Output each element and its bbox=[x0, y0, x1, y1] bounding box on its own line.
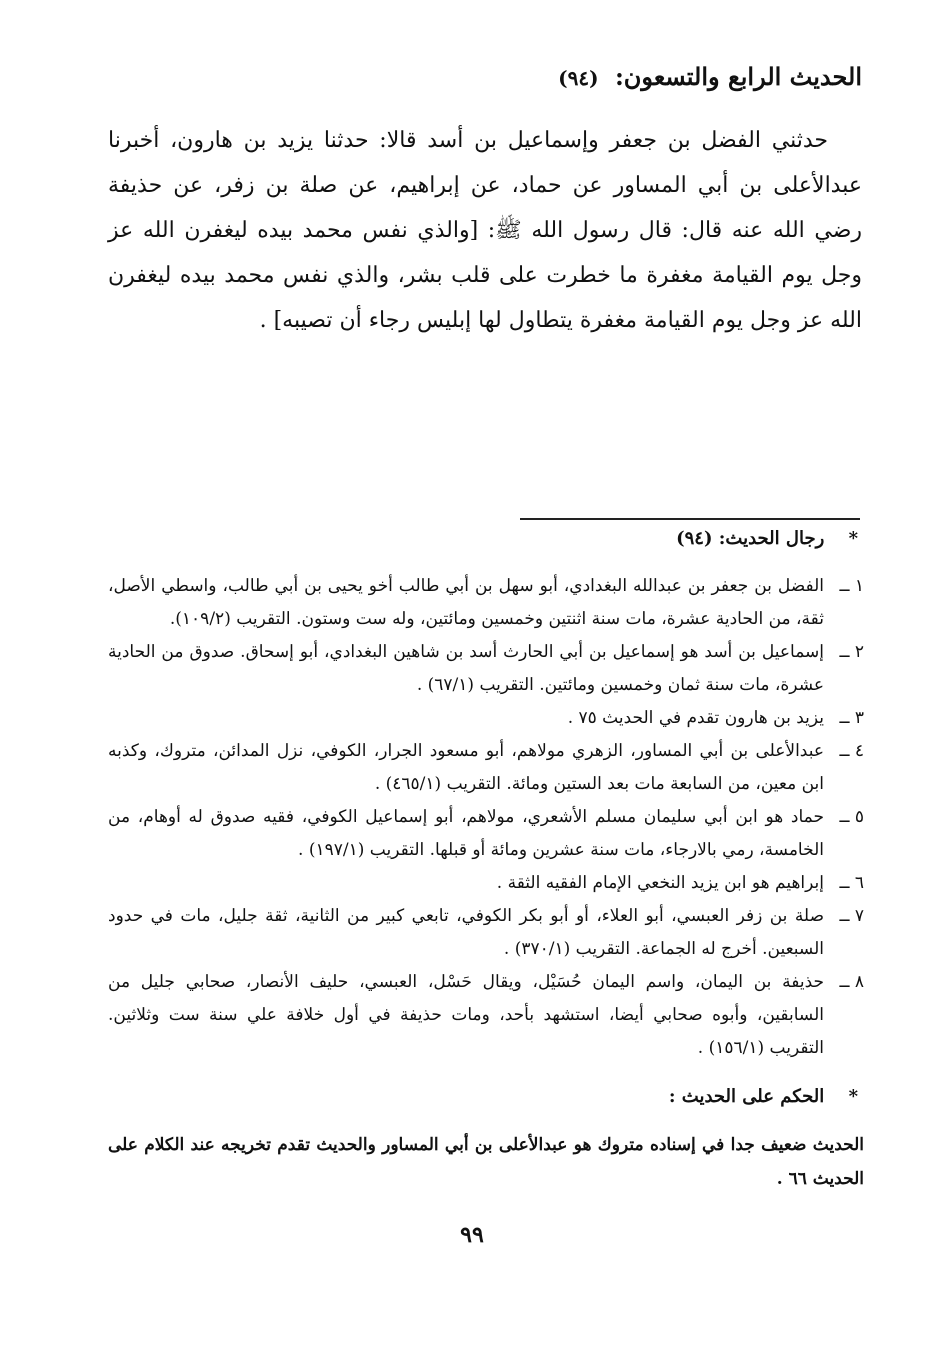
hukm-text: الحديث ضعيف جدا في إسناده متروك هو عبدالأعلى بن أبي المساور والحديث تقدم تخريجه عند الكلام على الحديث ٦٦ . bbox=[108, 1135, 864, 1189]
narrator-text: إسماعيل بن أسد هو إسماعيل بن أبي الحارث أسد بن شاهين البغدادي، أبو إسحاق. صدوق من الحادية عشرة، مات سنة ثمان وخمسين ومائتين. التقريب (٦٧/١) . bbox=[108, 642, 824, 695]
hadith-body bbox=[108, 118, 862, 343]
narrator-number: ٥ ــ bbox=[839, 807, 864, 827]
narrator-item bbox=[108, 801, 864, 867]
page-number: ٩٩ bbox=[460, 1222, 484, 1248]
star-bullet: * bbox=[848, 528, 858, 549]
hukm-section-title bbox=[669, 1086, 858, 1107]
narrator-number: ٣ ــ bbox=[839, 708, 864, 728]
hadith-heading bbox=[558, 62, 862, 91]
narrators-list bbox=[108, 570, 864, 1065]
narrator-number: ٤ ــ bbox=[839, 741, 864, 761]
hadith-heading-number: (٩٤) bbox=[558, 66, 599, 90]
narrator-item bbox=[108, 867, 864, 900]
narrator-text: إبراهيم هو ابن يزيد النخعي الإمام الفقيه الثقة . bbox=[496, 873, 824, 893]
narrator-number: ٨ ــ bbox=[839, 972, 864, 992]
narrator-text: يزيد بن هارون تقدم في الحديث ٧٥ . bbox=[567, 708, 824, 728]
narrator-item bbox=[108, 900, 864, 966]
rijal-title-text: رجال الحديث: (٩٤) bbox=[676, 528, 825, 549]
narrator-text: الفضل بن جعفر بن عبدالله البغدادي، أبو سهل بن أبي طالب أخو يحيى بن أبي طالب، واسطي الأصل، ثقة، من الحادية عشرة، مات سنة اثنتين وخمسين ومائتين، وله ست وستون. التقريب (١٠٩/٢). bbox=[108, 576, 824, 629]
narrator-item bbox=[108, 735, 864, 801]
hukm-title-text: الحكم على الحديث : bbox=[668, 1086, 825, 1107]
narrator-item bbox=[108, 702, 864, 735]
narrator-number: ٢ ــ bbox=[839, 642, 864, 662]
narrator-number: ١ ــ bbox=[839, 576, 864, 596]
narrator-text: حماد هو ابن أبي سليمان مسلم الأشعري، مولاهم، أبو إسماعيل الكوفي، فقيه صدوق له أوهام، من الخامسة، رمي بالارجاء، مات سنة عشرين ومائة أو قبلها. التقريب (١٩٧/١) . bbox=[108, 807, 824, 860]
footnote-separator bbox=[520, 518, 860, 520]
hadith-heading-title: الحديث الرابع والتسعون: bbox=[614, 62, 862, 91]
narrator-text: صلة بن زفر العبسي، أبو العلاء، أو أبو بكر الكوفي، تابعي كبير من الثانية، ثقة جليل، مات في حدود السبعين. أخرج له الجماعة. التقريب (٣٧٠/١) . bbox=[108, 906, 824, 959]
narrator-number: ٧ ــ bbox=[839, 906, 864, 926]
rijal-section-title bbox=[676, 528, 858, 549]
narrator-item bbox=[108, 636, 864, 702]
hadith-text: حدثني الفضل بن جعفر وإسماعيل بن أسد قالا: حدثنا يزيد بن هارون، أخبرنا عبدالأعلى بن أبي المساور عن حماد، عن إبراهيم، عن صلة بن زفر، عن حذيفة رضي الله عنه قال: قال رسول الله ﷺ: [والذي نفس محمد بيده ليغفرن الله عز وجل يوم القيامة مغفرة ما خطرت على قلب بشر، والذي نفس محمد بيده ليغفرن الله عز وجل يوم القيامة مغفرة يتطاول لها إبليس رجاء أن تصيبه] . bbox=[108, 128, 862, 333]
narrator-text: عبدالأعلى بن أبي المساور، الزهري مولاهم، أبو مسعود الجرار، الكوفي، نزل المدائن، متروك، وكذبه ابن معين، من السابعة مات بعد الستين ومائة. التقريب (٤٦٥/١) . bbox=[108, 741, 824, 794]
star-bullet: * bbox=[848, 1086, 858, 1107]
narrator-number: ٦ ــ bbox=[839, 873, 864, 893]
narrator-text: حذيفة بن اليمان، واسم اليمان حُسَيْل، ويقال حَسْل، العبسي، حليف الأنصار، صحابي جليل من السابقين، وأبوه صحابي أيضا، استشهد بأحد، ومات حذيفة في أول خلافة علي سنة ست وثلاثين. التقريب (١٥٦/١) . bbox=[108, 972, 824, 1058]
narrator-item bbox=[108, 570, 864, 636]
narrator-item bbox=[108, 966, 864, 1065]
